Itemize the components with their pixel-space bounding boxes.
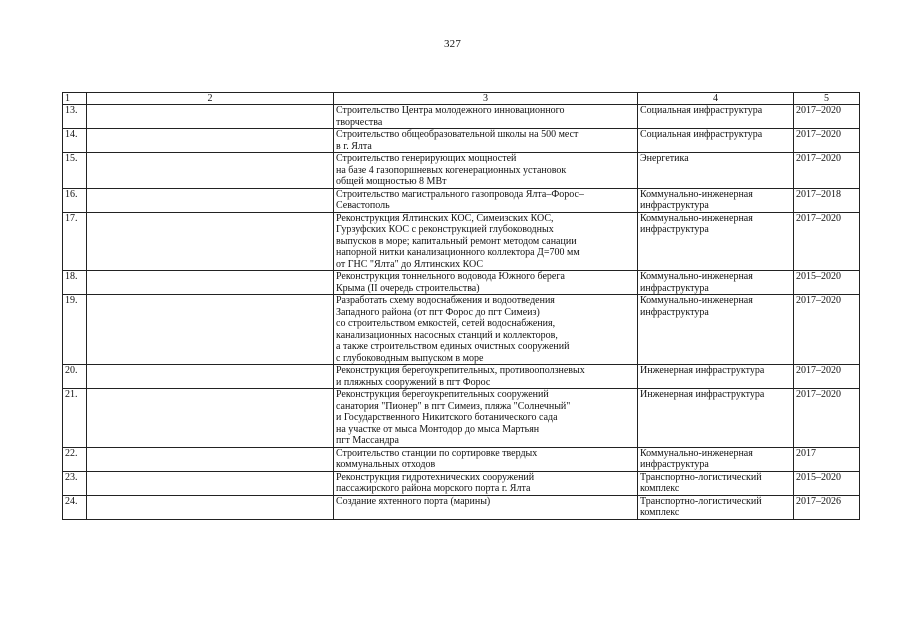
row-col-2	[87, 271, 334, 295]
row-category: Инженерная инфраструктура	[638, 365, 794, 389]
row-number: 24.	[63, 495, 87, 519]
row-description: Реконструкция берегоукрепительных сооружений санатория "Пионер" в пгт Симеиз, пляжа "Солнечный" и Государственного Никитского ботанического сада на участке от мыса Монтодор до мыса Мартьян пгт Массандра	[334, 389, 638, 448]
row-description: Строительство генерирующих мощностей на базе 4 газопоршневых когенерационных установок общей мощностью 8 МВт	[334, 153, 638, 189]
row-category: Транспортно-логистический комплекс	[638, 471, 794, 495]
row-description: Строительство магистрального газопровода Ялта–Форос– Севастополь	[334, 188, 638, 212]
row-col-2	[87, 188, 334, 212]
table-row	[63, 471, 860, 495]
row-period: 2017–2018	[794, 188, 860, 212]
row-description: Реконструкция берегоукрепительных, противооползневых и пляжных сооружений в пгт Форос	[334, 365, 638, 389]
row-category: Коммунально-инженерная инфраструктура	[638, 295, 794, 365]
row-category: Коммунально-инженерная инфраструктура	[638, 188, 794, 212]
table-row	[63, 105, 860, 129]
header-col-1: 1	[63, 93, 87, 105]
row-col-2	[87, 365, 334, 389]
row-number: 20.	[63, 365, 87, 389]
row-period: 2015–2020	[794, 271, 860, 295]
header-col-3: 3	[334, 93, 638, 105]
table-row	[63, 495, 860, 519]
row-description: Создание яхтенного порта (марины)	[334, 495, 638, 519]
row-col-2	[87, 153, 334, 189]
row-description: Строительство Центра молодежного инновационного творчества	[334, 105, 638, 129]
row-category: Социальная инфраструктура	[638, 105, 794, 129]
table-row	[63, 365, 860, 389]
row-number: 22.	[63, 447, 87, 471]
table-row	[63, 447, 860, 471]
row-number: 15.	[63, 153, 87, 189]
table-row	[63, 271, 860, 295]
row-period: 2017–2020	[794, 365, 860, 389]
row-period: 2017–2020	[794, 129, 860, 153]
page-number: 327	[443, 38, 462, 50]
row-col-2	[87, 212, 334, 271]
row-description: Строительство станции по сортировке твердых коммунальных отходов	[334, 447, 638, 471]
row-number: 13.	[63, 105, 87, 129]
row-col-2	[87, 129, 334, 153]
row-category: Коммунально-инженерная инфраструктура	[638, 212, 794, 271]
header-col-4: 4	[638, 93, 794, 105]
row-col-2	[87, 447, 334, 471]
row-category: Социальная инфраструктура	[638, 129, 794, 153]
row-description: Реконструкция гидротехнических сооружений пассажирского района морского порта г. Ялта	[334, 471, 638, 495]
row-category: Коммунально-инженерная инфраструктура	[638, 271, 794, 295]
row-category: Транспортно-логистический комплекс	[638, 495, 794, 519]
row-col-2	[87, 105, 334, 129]
table-row	[63, 389, 860, 448]
row-number: 21.	[63, 389, 87, 448]
project-table	[62, 92, 860, 520]
row-period: 2017–2020	[794, 212, 860, 271]
row-description: Строительство общеобразовательной школы на 500 мест в г. Ялта	[334, 129, 638, 153]
row-number: 17.	[63, 212, 87, 271]
table-row	[63, 188, 860, 212]
table-row	[63, 212, 860, 271]
row-period: 2017–2020	[794, 295, 860, 365]
header-col-5: 5	[794, 93, 860, 105]
row-col-2	[87, 295, 334, 365]
row-period: 2017–2020	[794, 105, 860, 129]
header-col-2: 2	[87, 93, 334, 105]
row-number: 19.	[63, 295, 87, 365]
row-col-2	[87, 471, 334, 495]
row-col-2	[87, 495, 334, 519]
row-number: 14.	[63, 129, 87, 153]
row-period: 2017–2020	[794, 389, 860, 448]
table-row	[63, 129, 860, 153]
header-row	[63, 93, 860, 105]
row-col-2	[87, 389, 334, 448]
row-description: Реконструкция Ялтинских КОС, Симеизских КОС, Гурзуфских КОС с реконструкцией глубоководных выпусков в море; капитальный ремонт методом санации напорной нитки канализационного коллектора Д=700 мм от ГНС "Ялта" до Ялтинских КОС	[334, 212, 638, 271]
row-period: 2015–2020	[794, 471, 860, 495]
row-period: 2017–2026	[794, 495, 860, 519]
row-description: Разработать схему водоснабжения и водоотведения Западного района (от пгт Форос до пгт Симеиз) со строительством емкостей, сетей водоснабжения, канализационных насосных станций и коллекторов, а также строительством единых очистных сооружений с глубоководным выпуском в море	[334, 295, 638, 365]
row-category: Энергетика	[638, 153, 794, 189]
row-category: Инженерная инфраструктура	[638, 389, 794, 448]
row-description: Реконструкция тоннельного водовода Южного берега Крыма (II очередь строительства)	[334, 271, 638, 295]
row-number: 18.	[63, 271, 87, 295]
row-category: Коммунально-инженерная инфраструктура	[638, 447, 794, 471]
row-period: 2017	[794, 447, 860, 471]
row-number: 23.	[63, 471, 87, 495]
table-row	[63, 153, 860, 189]
row-number: 16.	[63, 188, 87, 212]
row-period: 2017–2020	[794, 153, 860, 189]
table-row	[63, 295, 860, 365]
